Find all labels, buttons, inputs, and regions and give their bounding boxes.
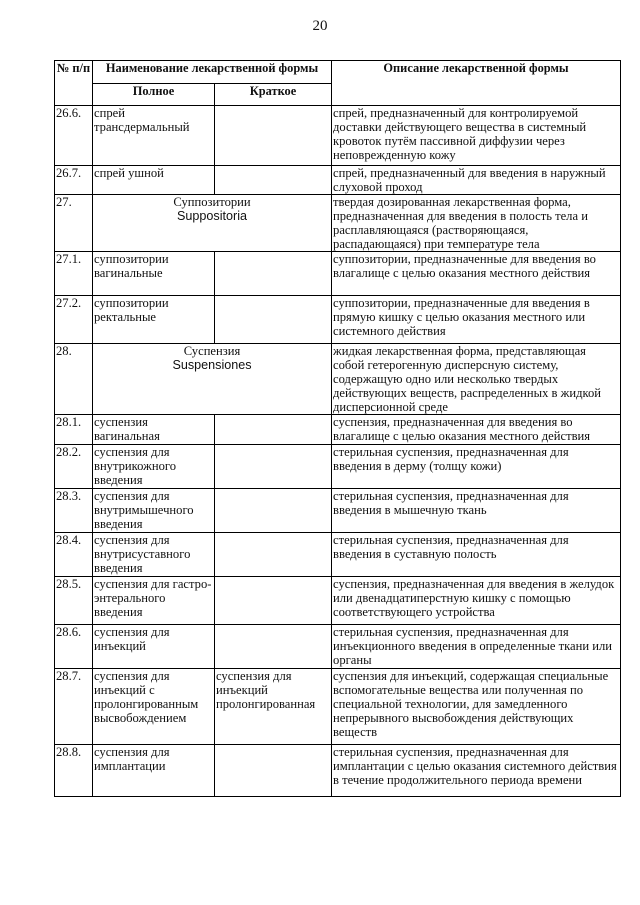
row-number: 28.2. (55, 445, 93, 489)
short-name (215, 415, 332, 445)
description: стерильная суспензия, предназначенная для инъекционного введения в определенные ткани или органы (332, 625, 621, 669)
table-row (55, 669, 621, 745)
table-row (55, 445, 621, 489)
table-header (55, 61, 621, 106)
short-name (215, 106, 332, 166)
full-name: суспензия для гастро-энтерального введения (93, 577, 215, 625)
row-number: 27.1. (55, 252, 93, 296)
short-name (215, 166, 332, 195)
row-number: 27.2. (55, 296, 93, 344)
group-title-cell (93, 344, 332, 415)
description: суспензия, предназначенная для введения во влагалище с целью оказания местного действия (332, 415, 621, 445)
table-row (55, 296, 621, 344)
short-name: суспензия для инъекций пролонгированная (215, 669, 332, 745)
table-row (55, 533, 621, 577)
description: суспензия, предназначенная для введения в желудок или двенадцатиперстную кишку с помощью соответствующего устройства (332, 577, 621, 625)
full-name: суспензия вагинальная (93, 415, 215, 445)
short-name (215, 745, 332, 797)
row-number: 26.7. (55, 166, 93, 195)
full-name: суппозитории ректальные (93, 296, 215, 344)
full-name: спрей трансдермальный (93, 106, 215, 166)
description: стерильная суспензия, предназначенная для имплантации с целью оказания системного действия в течение продолжительного периода времени (332, 745, 621, 797)
group-latin-name: Suspensiones (172, 358, 252, 372)
description: спрей, предназначенный для введения в наружный слуховой проход (332, 166, 621, 195)
table-body (55, 106, 621, 797)
row-number: 28.3. (55, 489, 93, 533)
description: стерильная суспензия, предназначенная для введения в суставную полость (332, 533, 621, 577)
page-number: 20 (312, 18, 328, 34)
table-row (55, 252, 621, 296)
table-row (55, 195, 621, 252)
short-name (215, 489, 332, 533)
table-row (55, 344, 621, 415)
dosage-forms-table (54, 60, 621, 797)
full-name: спрей ушной (93, 166, 215, 195)
full-name: суспензия для имплантации (93, 745, 215, 797)
row-number: 28.1. (55, 415, 93, 445)
header-full-name: Полное (93, 84, 215, 106)
table-row (55, 577, 621, 625)
full-name: суспензия для внутрикожного введения (93, 445, 215, 489)
row-number: 28.8. (55, 745, 93, 797)
description: суппозитории, предназначенные для введения в прямую кишку с целью оказания местного или системного действия (332, 296, 621, 344)
description: твердая дозированная лекарственная форма, предназначенная для введения в полость тела и расплавляющаяся (растворяющаяся, распадающаяся) при температуре тела (332, 195, 621, 252)
header-short-name: Краткое (215, 84, 332, 106)
description: стерильная суспензия, предназначенная для введения в дерму (толщу кожи) (332, 445, 621, 489)
table-row (55, 106, 621, 166)
row-number: 28.5. (55, 577, 93, 625)
group-latin-name: Suppositoria (177, 209, 248, 223)
group-name: Суппозитории (173, 195, 251, 209)
description: стерильная суспензия, предназначенная для введения в мышечную ткань (332, 489, 621, 533)
table-row (55, 415, 621, 445)
group-name: Суспензия (183, 344, 241, 358)
short-name (215, 296, 332, 344)
row-number: 28.7. (55, 669, 93, 745)
full-name: суспензия для инъекций с пролонгированным высвобождением (93, 669, 215, 745)
table-row (55, 745, 621, 797)
short-name (215, 445, 332, 489)
header-number: № п/п (55, 61, 93, 106)
header-name-group: Наименование лекарственной формы (93, 61, 332, 84)
description: суппозитории, предназначенные для введения во влагалище с целью оказания местного действия (332, 252, 621, 296)
full-name: суспензия для внутримышечного введения (93, 489, 215, 533)
table-row (55, 625, 621, 669)
table-row (55, 489, 621, 533)
row-number: 27. (55, 195, 93, 252)
description: спрей, предназначенный для контролируемой доставки действующего вещества в системный кровоток путём пассивной диффузии через неповрежденную кожу (332, 106, 621, 166)
table-row (55, 166, 621, 195)
full-name: суспензия для инъекций (93, 625, 215, 669)
row-number: 28. (55, 344, 93, 415)
header-description: Описание лекарственной формы (332, 61, 621, 106)
full-name: суппозитории вагинальные (93, 252, 215, 296)
description: суспензия для инъекций, содержащая специальные вспомогательные вещества или полученная по специальной технологии, для замедленного непрерывного высвобождения действующих веществ (332, 669, 621, 745)
row-number: 28.4. (55, 533, 93, 577)
short-name (215, 577, 332, 625)
row-number: 26.6. (55, 106, 93, 166)
row-number: 28.6. (55, 625, 93, 669)
short-name (215, 252, 332, 296)
short-name (215, 533, 332, 577)
description: жидкая лекарственная форма, представляющая собой гетерогенную дисперсную систему, содержащую одно или несколько твердых действующих веществ, распределенных в жидкой дисперсионной среде (332, 344, 621, 415)
group-title-cell (93, 195, 332, 252)
full-name: суспензия для внутрисуставного введения (93, 533, 215, 577)
short-name (215, 625, 332, 669)
